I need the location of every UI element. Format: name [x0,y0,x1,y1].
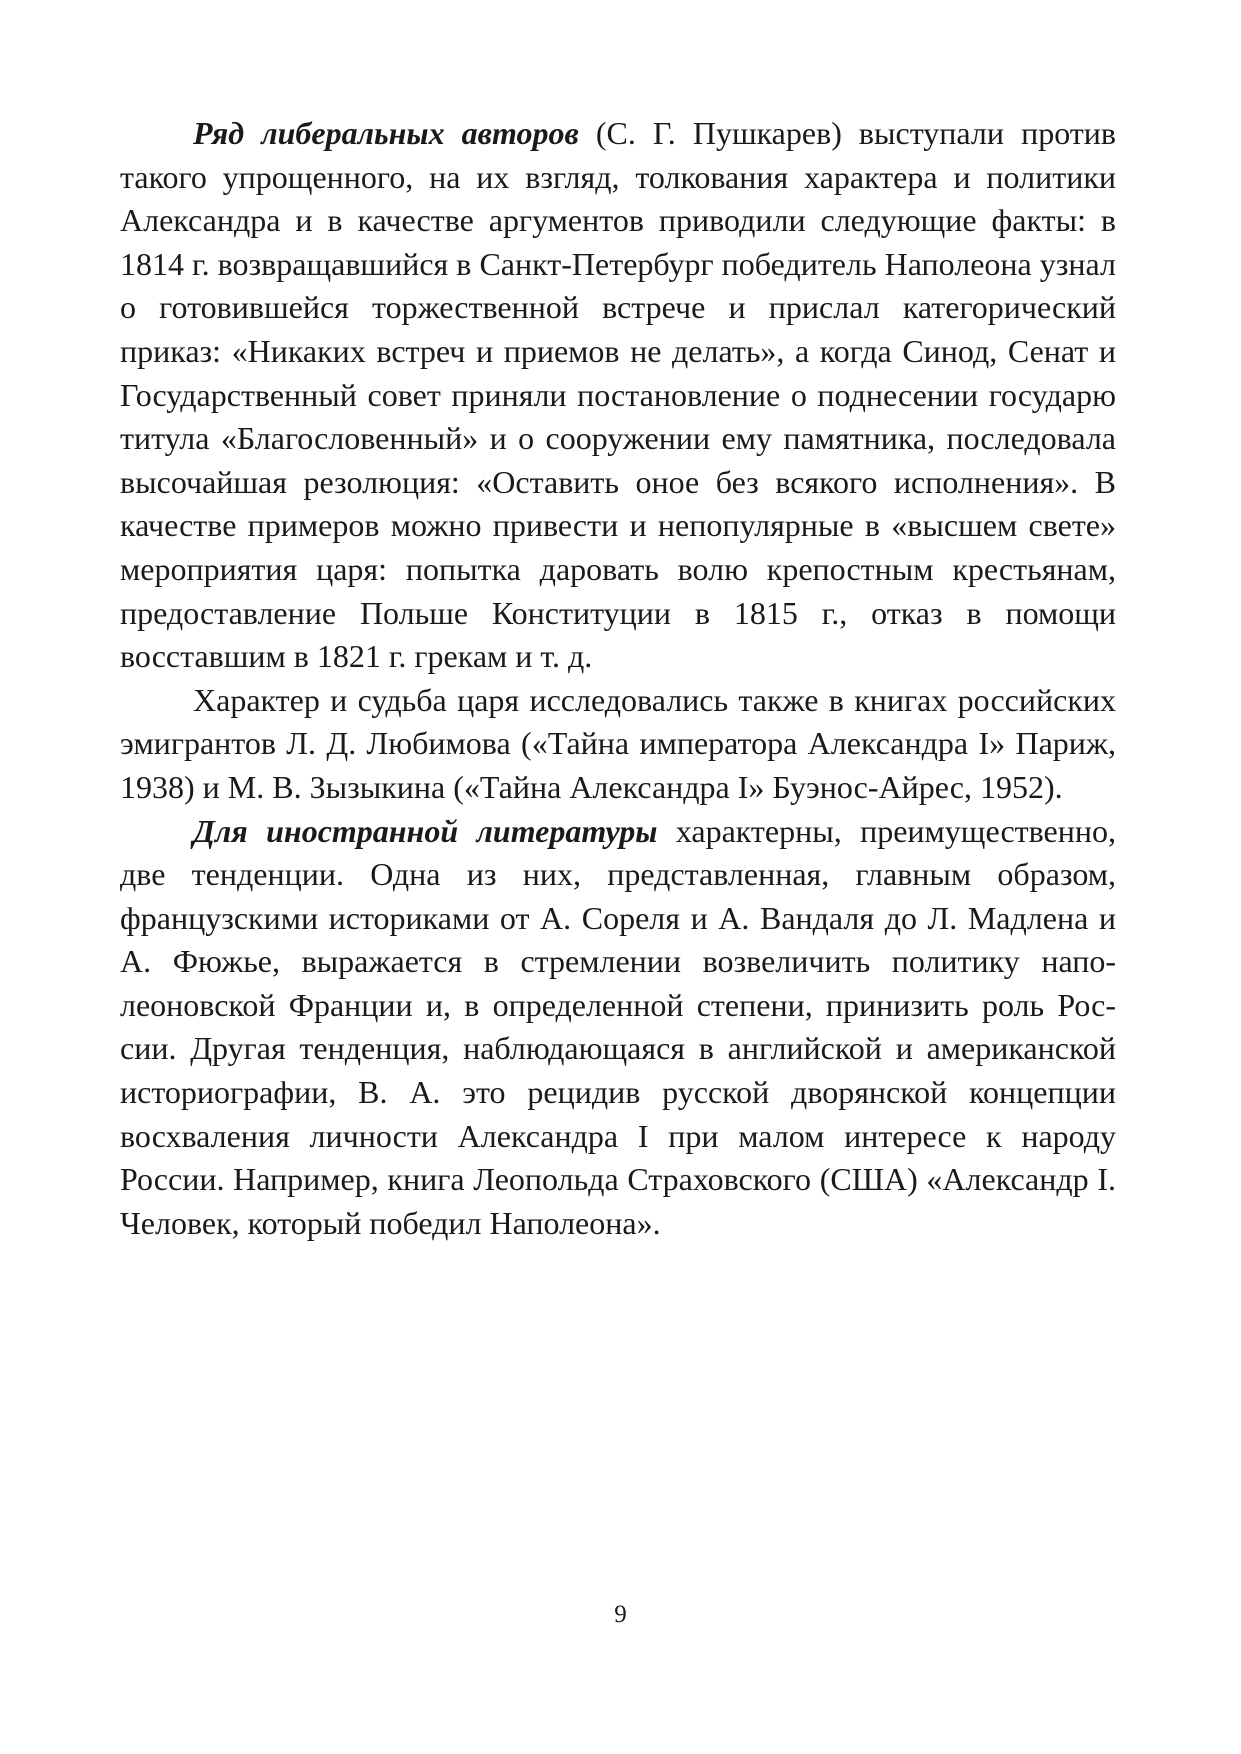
paragraph-liberal-authors [120,112,1116,679]
paragraph-foreign-literature [120,810,1116,1246]
paragraph-text: Характер и судьба царя исследовались также в книгах российских эмигрантов Л. Д. Любимова («Тайна императора Александра I» Париж, 1938) и М. В. Зызыкина («Тайна Александра I» Буэнос-Айрес, 1952). [120,681,1116,805]
page-number: 9 [614,1601,627,1628]
lead-phrase: Для иностранной литературы [193,812,658,849]
lead-phrase: Ряд либеральных авторов [193,115,579,151]
paragraph-text: (С. Г. Пушкарев) выступали против такого упрощенного, на их взгляд, толкования характера и политики Александра и в качестве аргументов приводили следующие факты: в 1814 г. возвращавшийся в Санкт-Петербург победитель Наполеона узнал о готовившейся торжественной встрече и прислал категорический приказ: «Никаких встреч и приемов не делать», а когда Синод, Сенат и Государственный совет приняли постановление о поднесении государю титула «Благословенный» и о сооружении ему памятника, последовала высочайшая резолюция: «Оставить оное без всякого исполнения». В качестве примеров можно привести и непопулярные в «высшем свете» мероприятия царя: попытка даровать волю крепостным крестьянам, предоставление Польше Конституции в 1815 г., отказ в помощи восставшим в 1821 г. грекам и т. д. [120,115,1116,675]
paragraph-text: характерны, преимущественно, две тенденции. Одна из них, представленная, главным образом, французскими историками от А. Сореля и А. Вандаля до Л. Мадлена и А. Фюжье, выражается в стремлении возвеличить политику наполеоновской Франции и, в определенной степени, принизить роль России. Другая тенденция, наблюдающаяся в английской и американской историографии, В. А. это рецидив русской дворянской концепции восхваления личности Александра I при малом интересе к народу России. Например, книга Леопольда Страховского (США) «Александр I. Человек, который победил Наполеона». [120,812,1117,1241]
body-text [120,112,1116,1245]
paragraph-emigrant-authors [120,679,1116,810]
